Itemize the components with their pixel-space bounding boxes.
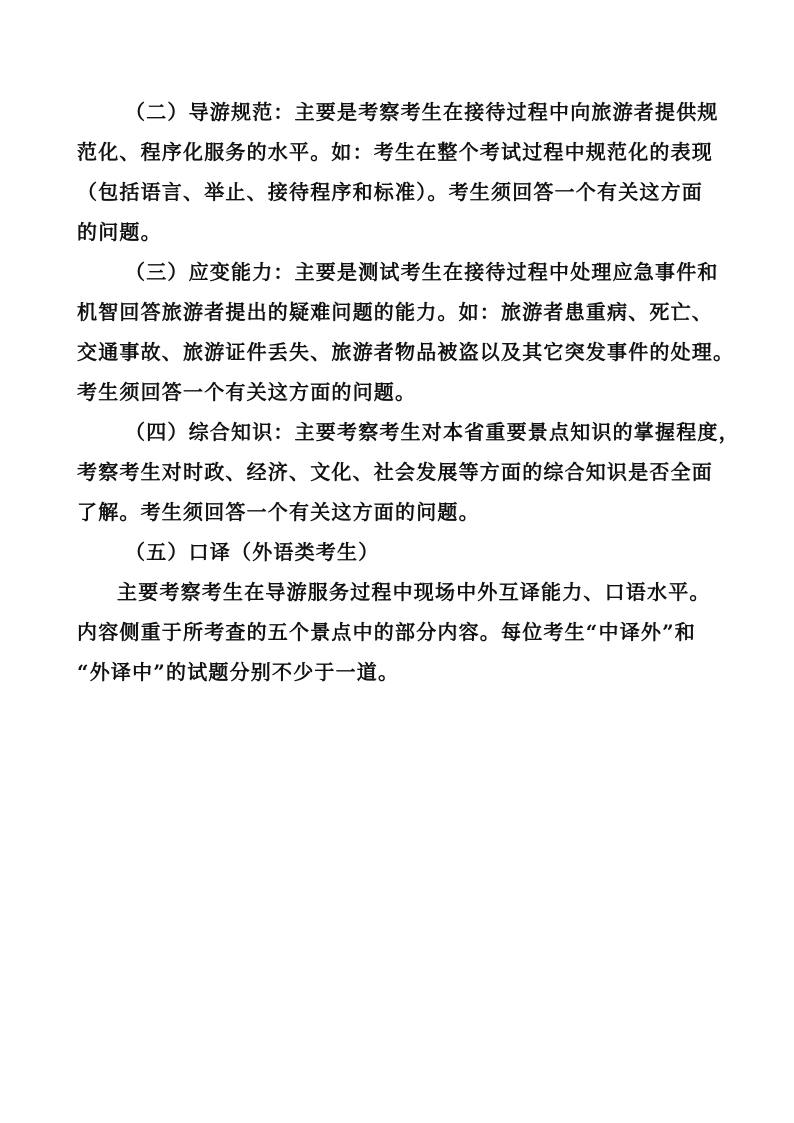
section-heading: （五）口译（外语类考生） xyxy=(125,540,380,564)
paragraph-line: 主要考察考生在导游服务过程中现场中外互译能力、口语水平。 xyxy=(117,580,711,604)
section-adaptability xyxy=(77,252,735,412)
paragraph-line: 考生须回答一个有关这方面的问题。 xyxy=(77,380,417,404)
paragraph-line: 了解。考生须回答一个有关这方面的问题。 xyxy=(77,500,480,524)
paragraph-line: 机智回答旅游者提出的疑难问题的能力。如：旅游者患重病、死亡、 xyxy=(77,300,713,324)
paragraph-line: 范化、程序化服务的水平。如：考生在整个考试过程中规范化的表现 xyxy=(77,140,713,164)
paragraph-line: 考察考生对时政、经济、文化、社会发展等方面的综合知识是否全面 xyxy=(77,460,713,484)
paragraph-line: 内容侧重于所考查的五个景点中的部分内容。每位考生“中译外”和 xyxy=(77,620,697,644)
document-body xyxy=(77,92,740,692)
section-interpretation-heading xyxy=(77,532,727,572)
paragraph-line: （四）综合知识：主要考察考生对本省重要景点知识的掌握程度， xyxy=(125,420,740,444)
paragraph-line: （二）导游规范：主要是考察考生在接待过程中向旅游者提供规 xyxy=(125,100,719,124)
paragraph-line: 的问题。 xyxy=(77,220,162,244)
paragraph-line: （包括语言、举止、接待程序和标准）。考生须回答一个有关这方面 xyxy=(77,180,703,204)
paragraph-line: 交通事故、旅游证件丢失、旅游者物品被盗以及其它突发事件的处理。 xyxy=(77,340,735,364)
section-general-knowledge xyxy=(77,412,740,532)
paragraph-line: “外译中”的试题分别不少于一道。 xyxy=(77,660,400,684)
section-interpretation xyxy=(77,572,727,692)
paragraph-line: （三）应变能力：主要是测试考生在接待过程中处理应急事件和 xyxy=(125,260,719,284)
section-guide-standards xyxy=(77,92,727,252)
